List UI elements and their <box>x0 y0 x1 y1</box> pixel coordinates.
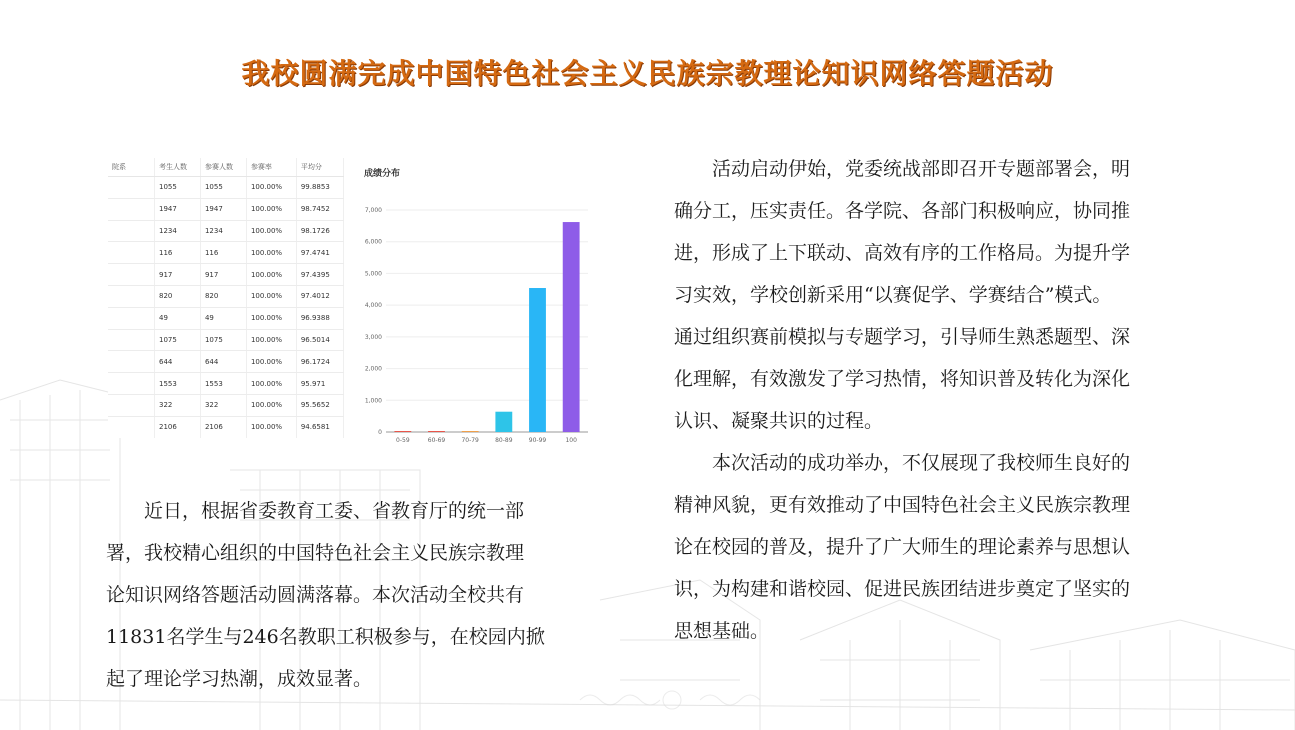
paragraph-line: 进，形成了上下联动、高效有序的工作格局。为提升学 <box>674 242 1131 264</box>
table-cell: 100.00% <box>246 394 296 416</box>
table-cell <box>108 394 155 416</box>
table-cell <box>108 198 155 220</box>
table-cell: 322 <box>200 394 246 416</box>
table-cell: 820 <box>200 285 246 307</box>
table-cell: 100.00% <box>246 242 296 264</box>
bar-0-59 <box>394 431 411 432</box>
table-cell: 100.00% <box>246 307 296 329</box>
score-table <box>108 158 344 438</box>
table-cell: 49 <box>155 307 201 329</box>
table-cell <box>108 307 155 329</box>
table-cell: 1055 <box>200 177 246 199</box>
table-body <box>108 177 344 439</box>
table-cell: 1553 <box>200 373 246 395</box>
table-cell: 1055 <box>155 177 201 199</box>
table-cell: 1234 <box>200 220 246 242</box>
table-cell <box>108 351 155 373</box>
table-cell: 1947 <box>200 198 246 220</box>
table-cell: 1075 <box>155 329 201 351</box>
paragraph-line: 近日，根据省委教育工委、省教育厅的统一部 <box>106 500 525 522</box>
table-cell: 1234 <box>155 220 201 242</box>
chart-title: 成绩分布 <box>364 169 401 179</box>
table-header-cell: 平均分 <box>296 158 343 177</box>
paragraph-line: 精神风貌，更有效推动了中国特色社会主义民族宗教理 <box>674 494 1131 516</box>
table-cell <box>108 264 155 286</box>
table-cell: 2106 <box>155 416 201 438</box>
table-cell: 100.00% <box>246 220 296 242</box>
paragraph-line: 署，我校精心组织的中国特色社会主义民族宗教理 <box>106 542 525 564</box>
table-row <box>108 220 344 242</box>
table-cell: 100.00% <box>246 285 296 307</box>
x-tick-label: 0-59 <box>396 437 410 444</box>
paragraph-line: 识，为构建和谐校园、促进民族团结进步奠定了坚实的 <box>674 578 1131 600</box>
table-cell: 94.6581 <box>296 416 343 438</box>
y-tick-label: 3,000 <box>364 333 382 341</box>
table-row <box>108 242 344 264</box>
table-cell: 1075 <box>200 329 246 351</box>
table-cell: 322 <box>155 394 201 416</box>
x-tick-label: 60-69 <box>427 437 446 444</box>
table-cell: 98.7452 <box>296 198 343 220</box>
table-header-row <box>108 158 344 177</box>
table-cell: 116 <box>155 242 201 264</box>
paragraph-line: 习实效，学校创新采用“以赛促学、学赛结合”模式。 <box>674 284 1112 306</box>
y-tick-label: 6,000 <box>364 238 382 246</box>
table-cell: 98.1726 <box>296 220 343 242</box>
y-tick-label: 7,000 <box>364 207 382 214</box>
table-cell <box>108 242 155 264</box>
table-row <box>108 416 344 438</box>
table-cell: 100.00% <box>246 351 296 373</box>
table-cell: 917 <box>155 264 201 286</box>
table-cell <box>108 373 155 395</box>
table-row <box>108 373 344 395</box>
bar-60-69 <box>428 431 445 432</box>
x-tick-label: 80-89 <box>495 437 513 444</box>
table-row <box>108 394 344 416</box>
table-cell: 116 <box>200 242 246 264</box>
table-cell: 95.971 <box>296 373 343 395</box>
table-cell: 100.00% <box>246 177 296 199</box>
paragraph-line: 起了理论学习热潮，成效显著。 <box>106 668 373 690</box>
table-cell: 1947 <box>155 198 201 220</box>
score-distribution-chart <box>350 158 602 446</box>
table-cell: 100.00% <box>246 264 296 286</box>
table-row <box>108 264 344 286</box>
table-header-cell: 参赛人数 <box>200 158 246 177</box>
y-tick-label: 2,000 <box>364 365 382 373</box>
page-title: 我校圆满完成中国特色社会主义民族宗教理论知识网络答题活动 <box>241 57 1054 90</box>
table-cell: 95.5652 <box>296 394 343 416</box>
y-tick-label: 4,000 <box>364 302 382 310</box>
intro-paragraph <box>106 490 594 700</box>
table-cell: 97.4741 <box>296 242 343 264</box>
table-row <box>108 198 344 220</box>
table-cell: 49 <box>200 307 246 329</box>
table-row <box>108 307 344 329</box>
y-tick-label: 1,000 <box>364 397 382 405</box>
table-cell: 820 <box>155 285 201 307</box>
table-cell <box>108 329 155 351</box>
bar-80-89 <box>495 412 512 432</box>
paragraph-line: 11831名学生与246名教职工积极参与，在校园内掀 <box>106 626 545 648</box>
table-cell: 100.00% <box>246 373 296 395</box>
table-cell: 1553 <box>155 373 201 395</box>
table-cell: 96.1724 <box>296 351 343 373</box>
table-cell: 644 <box>155 351 201 373</box>
table-cell: 96.5014 <box>296 329 343 351</box>
table-cell <box>108 177 155 199</box>
table-cell: 99.8853 <box>296 177 343 199</box>
bar-100 <box>563 222 580 432</box>
table-cell <box>108 285 155 307</box>
x-tick-label: 90-99 <box>528 437 547 444</box>
x-tick-label: 100 <box>565 437 577 444</box>
paragraph-line: 认识、凝聚共识的过程。 <box>674 410 884 432</box>
x-tick-label: 70-79 <box>461 437 479 444</box>
paragraph-line: 论在校园的普及，提升了广大师生的理论素养与思想认 <box>674 536 1131 558</box>
table-cell: 644 <box>200 351 246 373</box>
table-row <box>108 285 344 307</box>
paragraph-line: 本次活动的成功举办，不仅展现了我校师生良好的 <box>674 452 1131 474</box>
table-row <box>108 329 344 351</box>
score-table-panel <box>108 158 344 438</box>
table-row <box>108 351 344 373</box>
table-header-cell: 考生人数 <box>155 158 201 177</box>
table-cell: 100.00% <box>246 329 296 351</box>
paragraph-line: 活动启动伊始，党委统战部即召开专题部署会，明 <box>674 158 1131 180</box>
bar-90-99 <box>529 288 546 432</box>
table-cell: 96.9388 <box>296 307 343 329</box>
paragraph-line: 通过组织赛前模拟与专题学习，引导师生熟悉题型、深 <box>674 326 1131 348</box>
paragraph-line: 确分工，压实责任。各学院、各部门积极响应，协同推 <box>674 200 1131 222</box>
table-header-cell: 院系 <box>108 158 155 177</box>
bar-70-79 <box>462 431 479 432</box>
score-distribution-panel <box>350 158 602 446</box>
table-cell: 917 <box>200 264 246 286</box>
paragraph-line: 论知识网络答题活动圆满落幕。本次活动全校共有 <box>106 584 525 606</box>
activity-paragraph <box>674 148 1214 652</box>
table-cell: 2106 <box>200 416 246 438</box>
table-cell <box>108 416 155 438</box>
table-cell: 100.00% <box>246 416 296 438</box>
table-row <box>108 177 344 199</box>
table-cell: 97.4012 <box>296 285 343 307</box>
table-cell: 97.4395 <box>296 264 343 286</box>
paragraph-line: 思想基础。 <box>674 620 770 642</box>
table-cell: 100.00% <box>246 198 296 220</box>
y-tick-label: 5,000 <box>364 270 382 278</box>
y-tick-label: 0 <box>378 429 382 436</box>
table-header-cell: 参赛率 <box>246 158 296 177</box>
table-cell <box>108 220 155 242</box>
paragraph-line: 化理解，有效激发了学习热情，将知识普及转化为深化 <box>674 368 1131 390</box>
